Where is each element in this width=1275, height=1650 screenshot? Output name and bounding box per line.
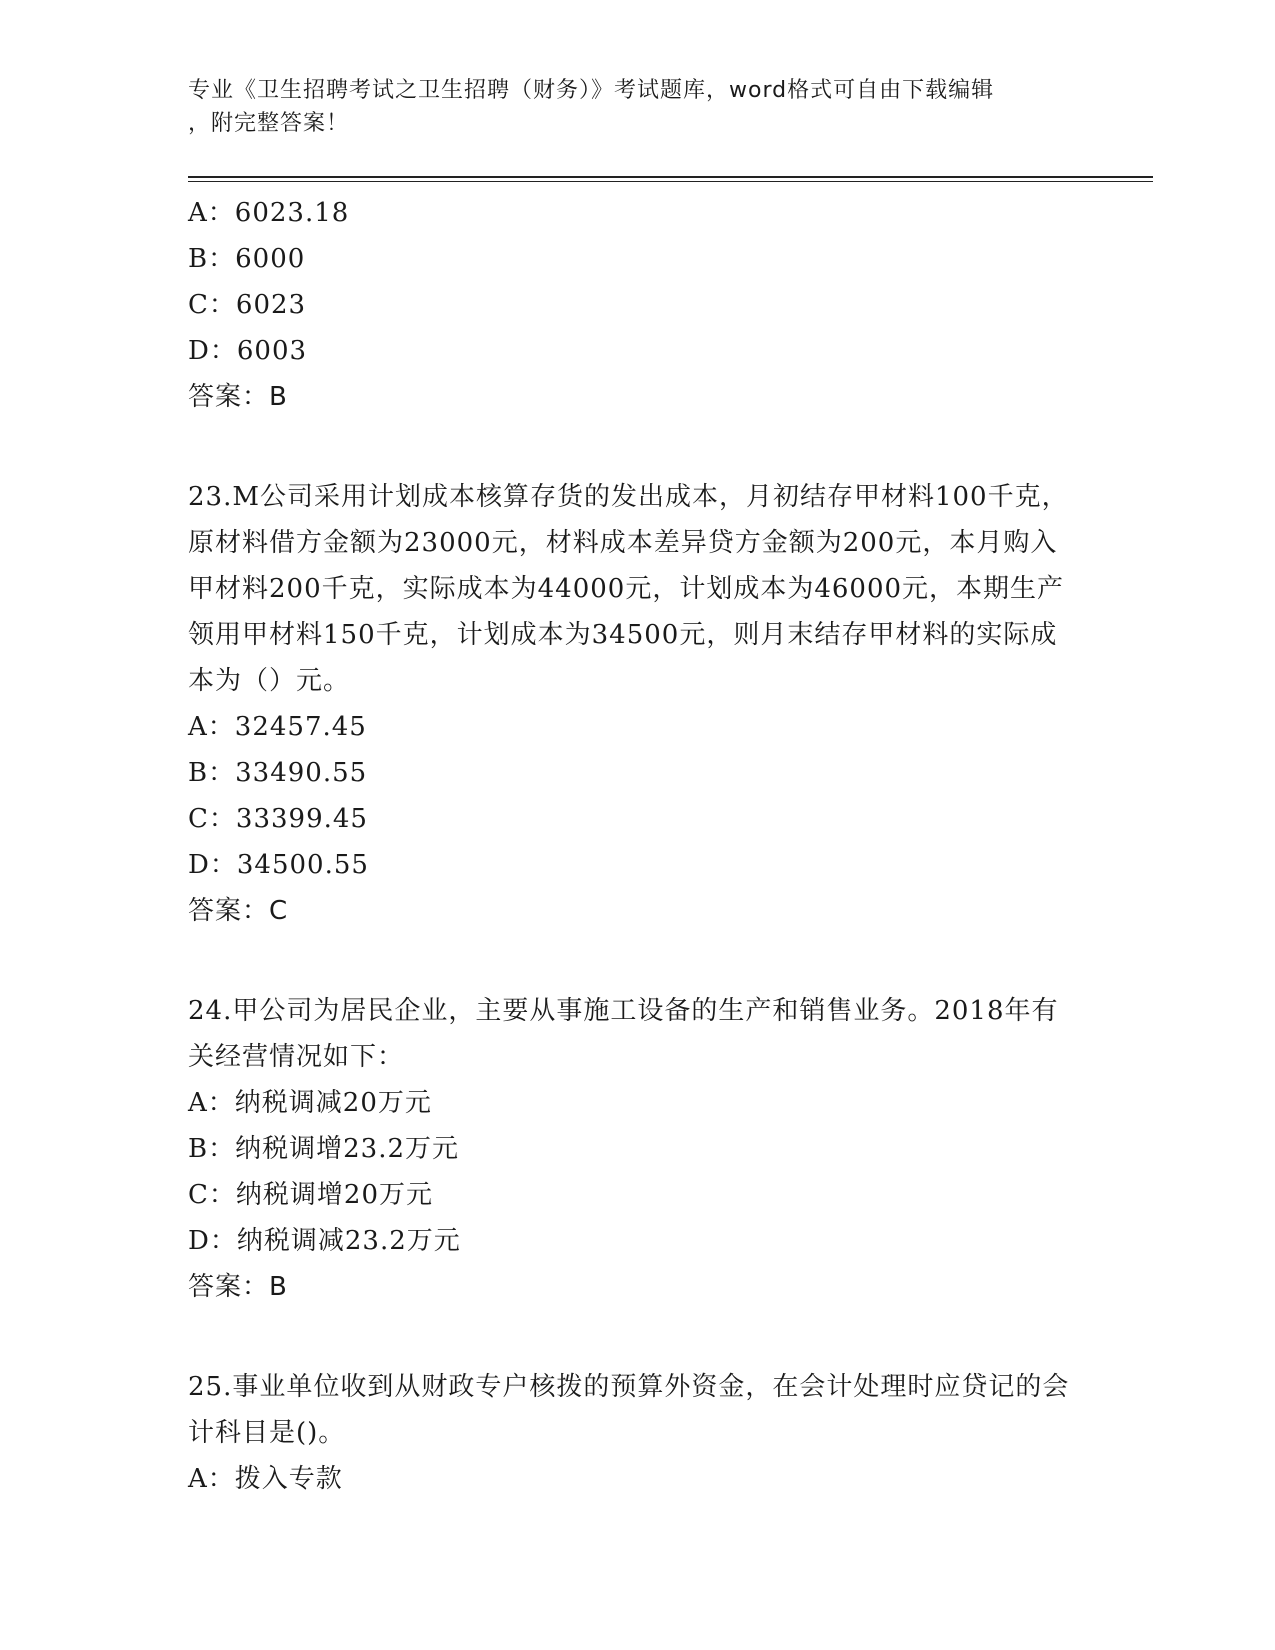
question-24 [188,988,1088,1310]
option-a: A：6023.18 [188,198,350,228]
option-c: C：33399.45 [188,804,368,834]
option-d: D：6003 [188,336,308,366]
question-22 [188,190,1088,420]
option-a: A：32457.45 [188,712,367,742]
document-header [188,74,1068,140]
question-text: 25.事业单位收到从财政专户核拨的预算外资金，在会计处理时应贷记的会计科目是()。 [188,1372,1070,1448]
question-text: 24.甲公司为居民企业，主要从事施工设备的生产和销售业务。2018年有关经营情况如下： [188,996,1059,1072]
question-text: 23.M公司采用计划成本核算存货的发出成本，月初结存甲材料100千克，原材料借方金额为23000元，材料成本差异贷方金额为200元，本月购入甲材料200千克，实际成本为44000元，计划成本为46000元，本期生产领用甲材料150千克，计划成本为34500元，则月末结存甲材料的实际成本为（）元。 [188,482,1069,696]
question-25 [188,1364,1088,1502]
answer: 答案：C [188,896,289,926]
header-divider-thick [188,176,1153,178]
header-title-line-2: ，附完整答案！ [188,111,350,136]
option-b: B：33490.55 [188,758,368,788]
option-c: C：纳税调增20万元 [188,1180,433,1210]
header-divider-thin [188,181,1153,182]
option-b: B：6000 [188,244,306,274]
answer: 答案：B [188,1272,288,1302]
answer: 答案：B [188,382,288,412]
option-d: D：34500.55 [188,850,369,880]
option-d: D：纳税调减23.2万元 [188,1226,461,1256]
question-list [188,190,1088,1502]
option-b: B：纳税调增23.2万元 [188,1134,460,1164]
header-title-line-1: 专业《卫生招聘考试之卫生招聘（财务）》考试题库，word格式可自由下载编辑 [188,78,995,103]
option-c: C：6023 [188,290,307,320]
option-a: A：拨入专款 [188,1464,343,1494]
option-a: A：纳税调减20万元 [188,1088,432,1118]
question-23 [188,474,1088,934]
